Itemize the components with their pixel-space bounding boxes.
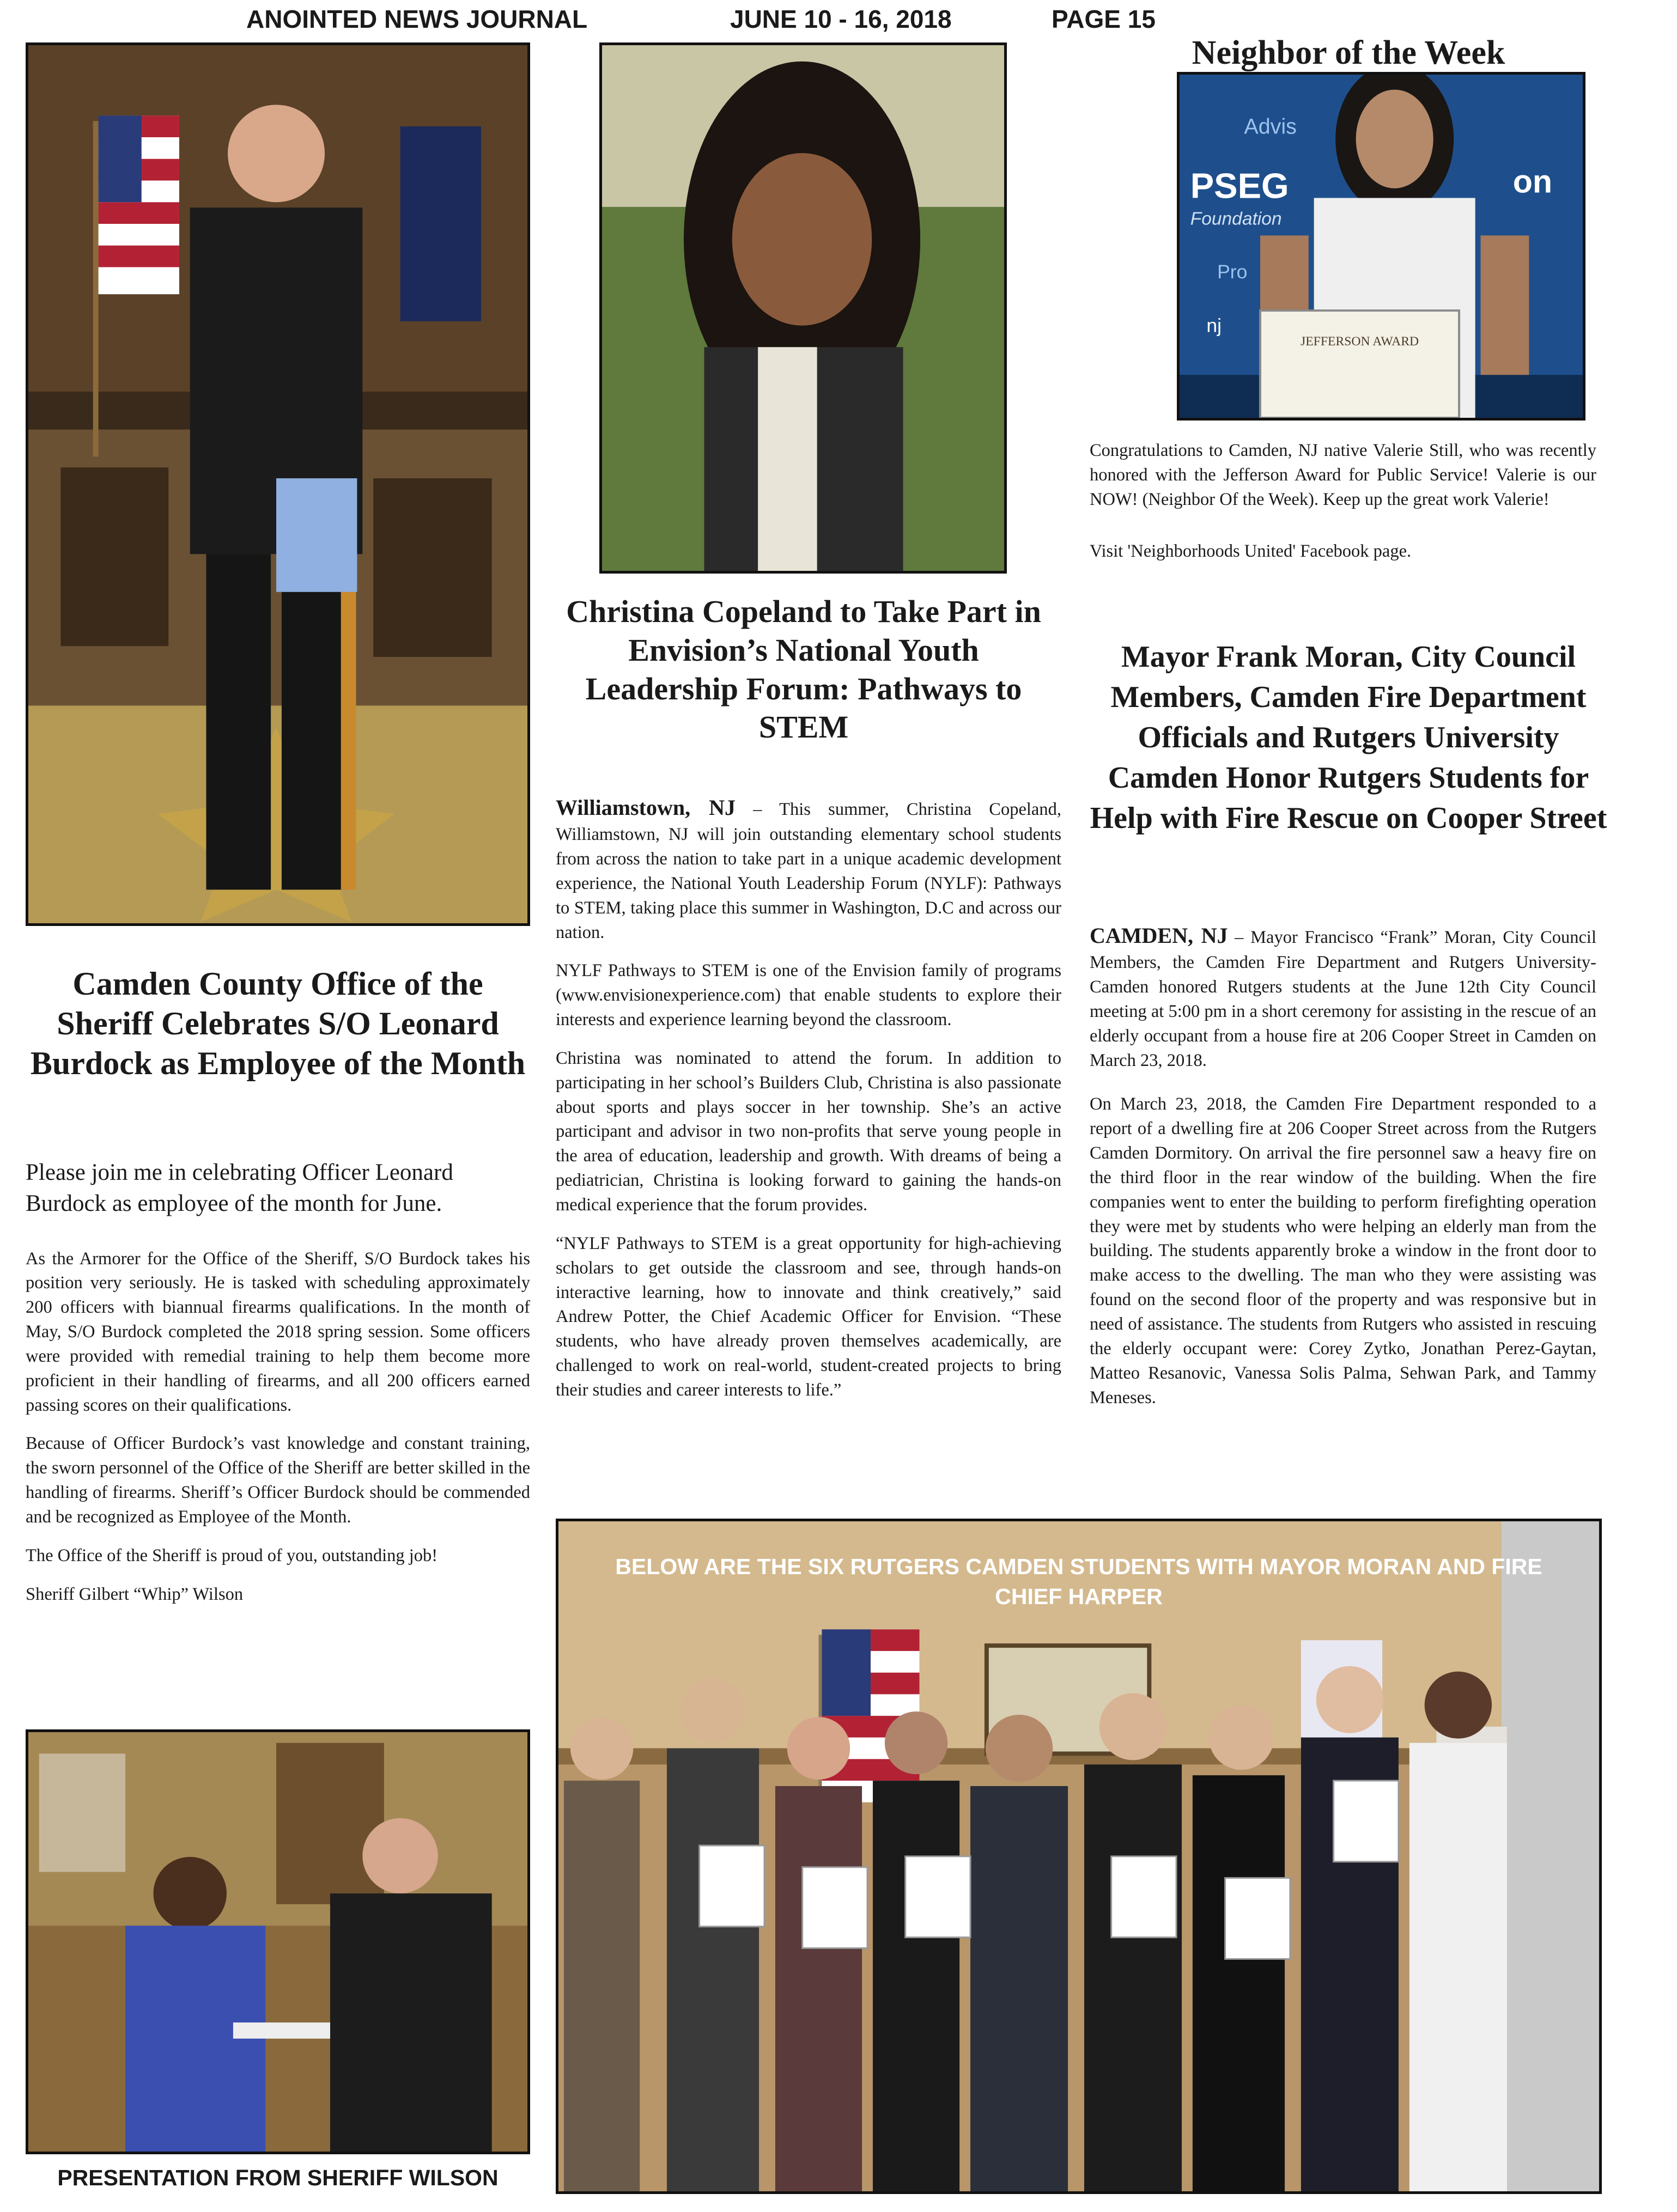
group-photo xyxy=(556,1519,1602,2194)
sheriff-article-headline: Camden County Office of the Sheriff Celebrates S/O Leonard Burdock as Employee of the Month xyxy=(30,966,526,1082)
backdrop-text: Advis xyxy=(1244,114,1297,139)
page-number: PAGE 15 xyxy=(1052,5,1156,33)
neighbor-paragraph: Congratulations to Camden, NJ native Valerie Still, who was recently honored with the Jefferson Award for Public Service! Valerie is our NOW! (Neighbor Of the Week). Keep up the great work Valerie! xyxy=(1090,441,1596,509)
stem-article-body xyxy=(556,793,1061,1417)
sheriff-article-intro: Please join me in celebrating Officer Leonard Burdock as employee of the month for June. xyxy=(26,1160,453,1216)
fire-article-headline: Mayor Frank Moran, City Council Members, Camden Fire Department Officials and Rutgers University Camden Honor Rutgers Students for Help with Fire Rescue on Cooper Street xyxy=(1090,640,1607,835)
fire-dateline: CAMDEN, NJ xyxy=(1090,923,1228,948)
officer-photo xyxy=(26,42,530,926)
fire-article-paragraph: On March 23, 2018, the Camden Fire Department responded to a report of a dwelling fire at 206 Cooper Street across from the Rutgers Camden Dormitory. On arrival the fire personnel saw a heavy fire on the third floor in the rear window of the building. When the fire companies went to enter the building to perform firefighting operation they were met by students who were helping an elderly man from the building. The students apparently broke a window in the front door to make access to the dwelling. The man who they were assisting was found on the second floor of the property and was responsive but in need of assistance. The students from Rutgers who assisted in rescuing the elderly occupant were: Corey Zytko, Jonathan Perez-Gaytan, Matteo Resanovic, Vanessa Solis Palma, Sehwan Park, and Tammy Meneses. xyxy=(1090,1094,1596,1407)
presentation-photo-caption: PRESENTATION FROM SHERIFF WILSON xyxy=(57,2165,499,2190)
sheriff-article-body xyxy=(26,1157,530,1620)
sheriff-signature: Sheriff Gilbert “Whip” Wilson xyxy=(26,1584,244,1604)
stem-dateline: Williamstown, NJ xyxy=(556,795,736,820)
stem-article-paragraph: “NYLF Pathways to STEM is a great opportunity for high-achieving scholars to get outside the classroom and see, through hands-on interactive learning, how to innovate and think creatively,” said Andrew Potter, the Chief Academic Officer for Envision. “These students, who have already proven themselves academically, are challenged to work on real-world, student-created projects to bring their studies and career interests to life.” xyxy=(556,1233,1061,1400)
backdrop-text: Foundation xyxy=(1190,209,1282,229)
sheriff-article-paragraph: The Office of the Sheriff is proud of you, outstanding job! xyxy=(26,1545,438,1565)
fire-article-paragraph xyxy=(1090,921,1596,1073)
neighbor-body xyxy=(1090,438,1596,577)
neighbor-facebook-note: Visit 'Neighborhoods United' Facebook page. xyxy=(1090,541,1412,561)
sheriff-article-paragraph: As the Armorer for the Office of the Sheriff, S/O Burdock takes his position very seriously. He is tasked with scheduling approximately 200 officers with biannual firearms qualifications. In the month of May, S/O Burdock completed the 2018 spring session. Some officers were provided with remedial training to help them become more proficient in their handling of firearms, and all 200 officers earned passing scores on their qualifications. xyxy=(26,1248,530,1415)
backdrop-text: nj xyxy=(1206,314,1222,337)
group-photo-caption: BELOW ARE THE SIX RUTGERS CAMDEN STUDENTS WITH MAYOR MORAN AND FIRE CHIEF HARPER xyxy=(615,1554,1542,1609)
stem-article-paragraph: Christina was nominated to attend the forum. In addition to participating in her school’s Builders Club, Christina is also passionate about sports and plays soccer in her township. She’s an active participant and advisor in two non-profits that serve young people in the area of education, leadership and growth. With dreams of being a pediatrician, Christina is looking forward to gaining the hands-on medical experience that the forum provides. xyxy=(556,1048,1061,1215)
neighbor-headline: Neighbor of the Week xyxy=(1192,34,1505,71)
stem-article-lead-text: – This summer, Christina Copeland, Williamstown, NJ will join outstanding elementary school students from across the nation to take part in a unique academic development experience, the National Youth Leadership Forum (NYLF): Pathways to STEM, taking place this summer in Washington, D.C and across our nation. xyxy=(556,800,1061,942)
backdrop-text: Pro xyxy=(1217,261,1248,283)
stem-article-headline: Christina Copeland to Take Part in Envision’s National Youth Leadership Forum: Pathways to STEM xyxy=(566,594,1041,745)
neighbor-photo xyxy=(1177,72,1585,421)
award-certificate-text: JEFFERSON AWARD xyxy=(1300,334,1419,349)
issue-date: JUNE 10 - 16, 2018 xyxy=(730,5,952,33)
sheriff-article-paragraph: Because of Officer Burdock’s vast knowledge and constant training, the sworn personnel of the Office of the Sheriff are better skilled in the handling of firearms. Sheriff’s Officer Burdock should be commended and be recognized as Employee of the Month. xyxy=(26,1434,530,1527)
journal-name: ANOINTED NEWS JOURNAL xyxy=(246,5,588,33)
backdrop-text: on xyxy=(1512,163,1553,200)
stem-article-paragraph: NYLF Pathways to STEM is one of the Envision family of programs (www.envisionexperience.com) that enable students to explore their interests and experience learning beyond the classroom. xyxy=(556,961,1061,1030)
fire-article-lead-text: – Mayor Francisco “Frank” Moran, City Council Members, the Camden Fire Department and Rutgers University-Camden honored Rutgers students at the June 12th City Council meeting at 5:00 pm in a short ceremony for assisting in the rescue of an elderly occupant from a house fire at 206 Cooper Street in Camden on March 23, 2018. xyxy=(1090,928,1596,1070)
student-portrait-photo xyxy=(599,42,1007,574)
fire-article-body xyxy=(1090,921,1596,1424)
presentation-photo xyxy=(26,1729,530,2154)
stem-article-paragraph xyxy=(556,793,1061,944)
backdrop-logo-text: PSEG xyxy=(1190,166,1289,206)
